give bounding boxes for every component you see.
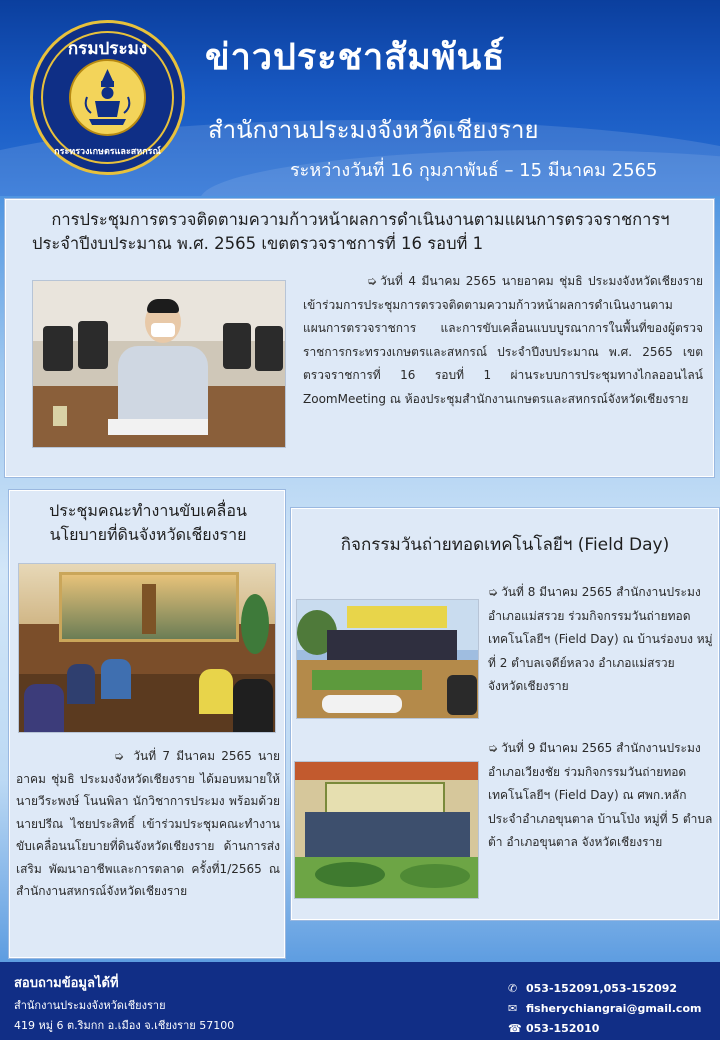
phone-number[interactable]: 053-152091,053-152092 xyxy=(526,982,678,995)
deity-emblem-icon xyxy=(83,67,132,127)
news2-title xyxy=(14,499,282,547)
arrow-bullet-icon: ➭ xyxy=(114,749,125,763)
news3-item1 xyxy=(488,581,713,699)
news2-body xyxy=(16,745,280,903)
news3-photo-field-day-1 xyxy=(296,599,479,719)
news2-photo-meeting xyxy=(18,563,276,733)
contact-fax xyxy=(508,1022,599,1035)
contact-footer xyxy=(0,962,720,1040)
news3-item2-text: วันที่ 9 มีนาคม 2565 สำนักงานประมงอำเภอเวียงชัย ร่วมกิจกรรมวันถ่ายทอดเทคโนโลยีฯ (Field Day) ณ ศพก.หลักประจำอำเภอขุนตาล บ้านโป่ง หมู่ที่ 5 ตำบลต้า อำเภอขุนตาล จังหวัดเชียงราย xyxy=(488,741,713,849)
envelope-icon: ✉ xyxy=(508,1002,518,1015)
news-panel-land-policy xyxy=(9,490,285,958)
arrow-bullet-icon: ➭ xyxy=(488,585,499,599)
news1-title-line1: การประชุมการตรวจติดตามความก้าวหน้าผลการดำเนินงานตามแผนการตรวจราชการฯ xyxy=(51,210,670,229)
news1-title-line2: ประจำปีงบประมาณ พ.ศ. 2565 เขตตรวจราชการที่ 16 รอบที่ 1 xyxy=(32,234,484,253)
news3-item1-text: วันที่ 8 มีนาคม 2565 สำนักงานประมงอำเภอแม่สรวย ร่วมกิจกรรมวันถ่ายทอดเทคโนโลยีฯ (Field Day) ณ บ้านร่องบง หมู่ที่ 2 ตำบลเจดีย์หลวง อำเภอแม่สรวย จังหวัดเชียงราย xyxy=(488,585,713,693)
contact-email xyxy=(508,1002,701,1015)
contact-phone xyxy=(508,982,677,995)
department-of-fisheries-logo xyxy=(30,20,185,175)
news-panel-field-day xyxy=(291,508,719,920)
office-name-footer: สำนักงานประมงจังหวัดเชียงราย xyxy=(14,999,166,1012)
logo-bottom-text: กระทรวงเกษตรและสหกรณ์ xyxy=(54,147,161,157)
logo-top-text: กรมประมง xyxy=(67,39,148,59)
news2-title-line2: นโยบายที่ดินจังหวัดเชียงราย xyxy=(49,525,247,544)
news2-body-text: วันที่ 7 มีนาคม 2565 นายอาคม ชุ่มธิ ประมงจังหวัดเชียงราย ได้มอบหมายให้ นายวีระพงษ์ โนนพิลา นักวิชาการประมง พร้อมด้วยนายปรีณ ไชยประสิทธิ์ เข้าร่วมประชุมคณะทำงานขับเคลื่อนนโยบายที่ดินจังหวัดเชียงราย ด้านการส่งเสริม พัฒนาอาชีพและการตลาด ครั้งที่1/2565 ณ สำนักงานสหกรณ์จังหวัดเชียงราย xyxy=(16,749,280,898)
fax-icon: ☎ xyxy=(508,1022,522,1035)
news3-title: กิจกรรมวันถ่ายทอดเทคโนโลยีฯ (Field Day) xyxy=(340,535,670,555)
office-name: สำนักงานประมงจังหวัดเชียงราย xyxy=(208,116,539,144)
news1-body xyxy=(303,270,703,411)
arrow-bullet-icon: ➭ xyxy=(367,274,378,288)
news1-body-text: วันที่ 4 มีนาคม 2565 นายอาคม ชุ่มธิ ประมงจังหวัดเชียงราย เข้าร่วมการประชุมการตรวจติดตามความก้าวหน้าผลการดำเนินงานตามแผนการตรวจราชการ และการขับเคลื่อนแบบบูรณาการในพื้นที่ของผู้ตรวจราชการกระทรวงเกษตรและสหกรณ์ ประจำปีงบประมาณ พ.ศ. 2565 เขตตรวจราชการที่ 16 รอบที่ 1 ผ่านระบบการประชุมทางไกลออนไลน์ ZoomMeeting ณ ห้องประชุมสำนักงานเกษตรและสหกรณ์จังหวัดเชียงราย xyxy=(303,274,703,406)
news3-photo-field-day-2 xyxy=(294,761,479,899)
news3-item2 xyxy=(488,737,713,855)
contact-heading: สอบถามข้อมูลได้ที่ xyxy=(14,976,119,991)
news1-title xyxy=(12,208,709,256)
arrow-bullet-icon: ➭ xyxy=(488,741,499,755)
newsletter-title: ข่าวประชาสัมพันธ์ xyxy=(205,37,506,78)
email-address[interactable]: fisherychiangrai@gmail.com xyxy=(526,1002,702,1015)
newsletter-header xyxy=(0,0,720,196)
news-panel-meeting xyxy=(5,199,714,477)
news1-photo-meeting-room xyxy=(32,280,286,448)
office-address: 419 หมู่ 6 ต.ริมกก อ.เมือง จ.เชียงราย 57100 xyxy=(14,1019,235,1032)
fax-number[interactable]: 053-152010 xyxy=(526,1022,600,1035)
date-range: ระหว่างวันที่ 16 กุมภาพันธ์ – 15 มีนาคม 2565 xyxy=(290,160,658,181)
phone-icon: ✆ xyxy=(508,982,518,995)
news2-title-line1: ประชุมคณะทำงานขับเคลื่อน xyxy=(49,501,247,520)
